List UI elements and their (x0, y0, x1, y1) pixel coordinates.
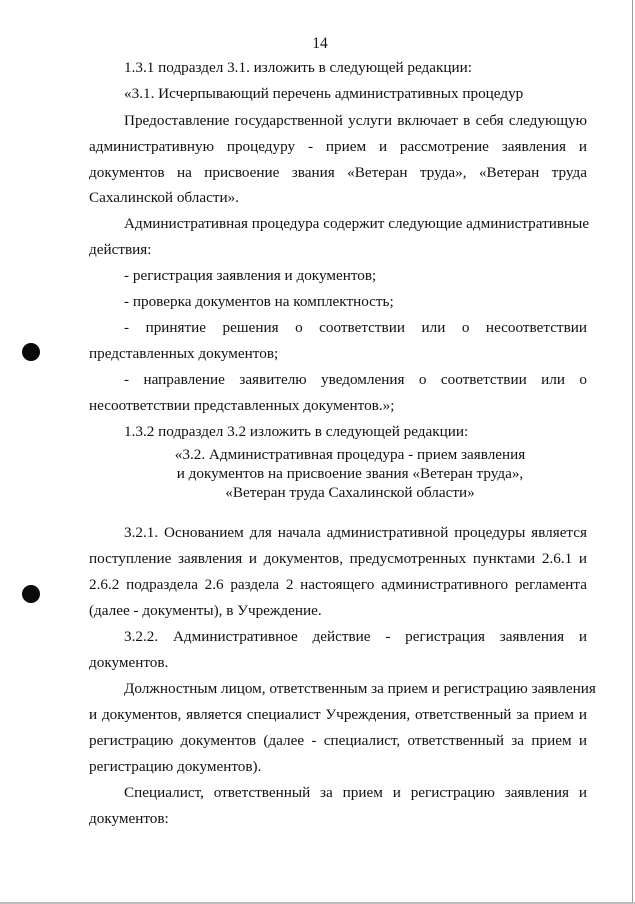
text-line: представленных документов; (89, 345, 279, 362)
text-line: Должностным лицом, ответственным за прием и регистрацию заявления (124, 680, 596, 697)
text-line: Предоставление государственной услуги включает в себя следующую (124, 112, 587, 129)
list-item: - принятие решения о соответствии или о несоответствии (124, 319, 587, 336)
text-line: документов на присвоение звания «Ветеран труда», «Ветеран труда (89, 164, 587, 181)
punch-hole-top (22, 343, 40, 361)
text-line: Административная процедура содержит следующие административные (124, 215, 590, 232)
punch-hole-bottom (22, 585, 40, 603)
text-line: (далее - документы), в Учреждение. (89, 602, 322, 619)
text-line: Сахалинской области». (89, 189, 239, 206)
text-line: документов: (89, 810, 169, 827)
list-item: - регистрация заявления и документов; (124, 267, 377, 284)
section-heading: и документов на присвоение звания «Ветеран труда», (176, 465, 524, 482)
section-heading: «3.2. Административная процедура - прием заявления (174, 446, 526, 463)
page-edge-shadow (632, 0, 633, 904)
list-item: - направление заявителю уведомления о соответствии или о (124, 371, 587, 388)
text-line: 3.2.2. Административное действие - регистрация заявления и (124, 628, 587, 645)
section-heading: «Ветеран труда Сахалинской области» (225, 484, 475, 501)
text-line: несоответствии представленных документов.»; (89, 397, 395, 414)
page-number: 14 (312, 35, 328, 52)
text-line: 3.2.1. Основанием для начала административной процедуры является (124, 524, 587, 541)
text-line: документов. (89, 654, 169, 671)
text-line: 1.3.1 подраздел 3.1. изложить в следующей редакции: (124, 59, 473, 76)
text-line: 2.6.2 подраздела 2.6 раздела 2 настоящего административного регламента (89, 576, 587, 593)
section-heading: «3.1. Исчерпывающий перечень административных процедур (124, 85, 524, 102)
text-line: Специалист, ответственный за прием и регистрацию заявления и (124, 784, 587, 801)
text-line: и документов, является специалист Учреждения, ответственный за прием и (89, 706, 587, 723)
text-line: регистрацию документов). (89, 758, 262, 775)
list-item: - проверка документов на комплектность; (124, 293, 394, 310)
text-line: 1.3.2 подраздел 3.2 изложить в следующей редакции: (124, 423, 469, 440)
text-line: административную процедуру - прием и рассмотрение заявления и (89, 138, 587, 155)
text-line: поступление заявления и документов, предусмотренных пунктами 2.6.1 и (89, 550, 587, 567)
text-line: действия: (89, 241, 152, 258)
text-line: регистрацию документов (далее - специалист, ответственный за прием и (89, 732, 587, 749)
